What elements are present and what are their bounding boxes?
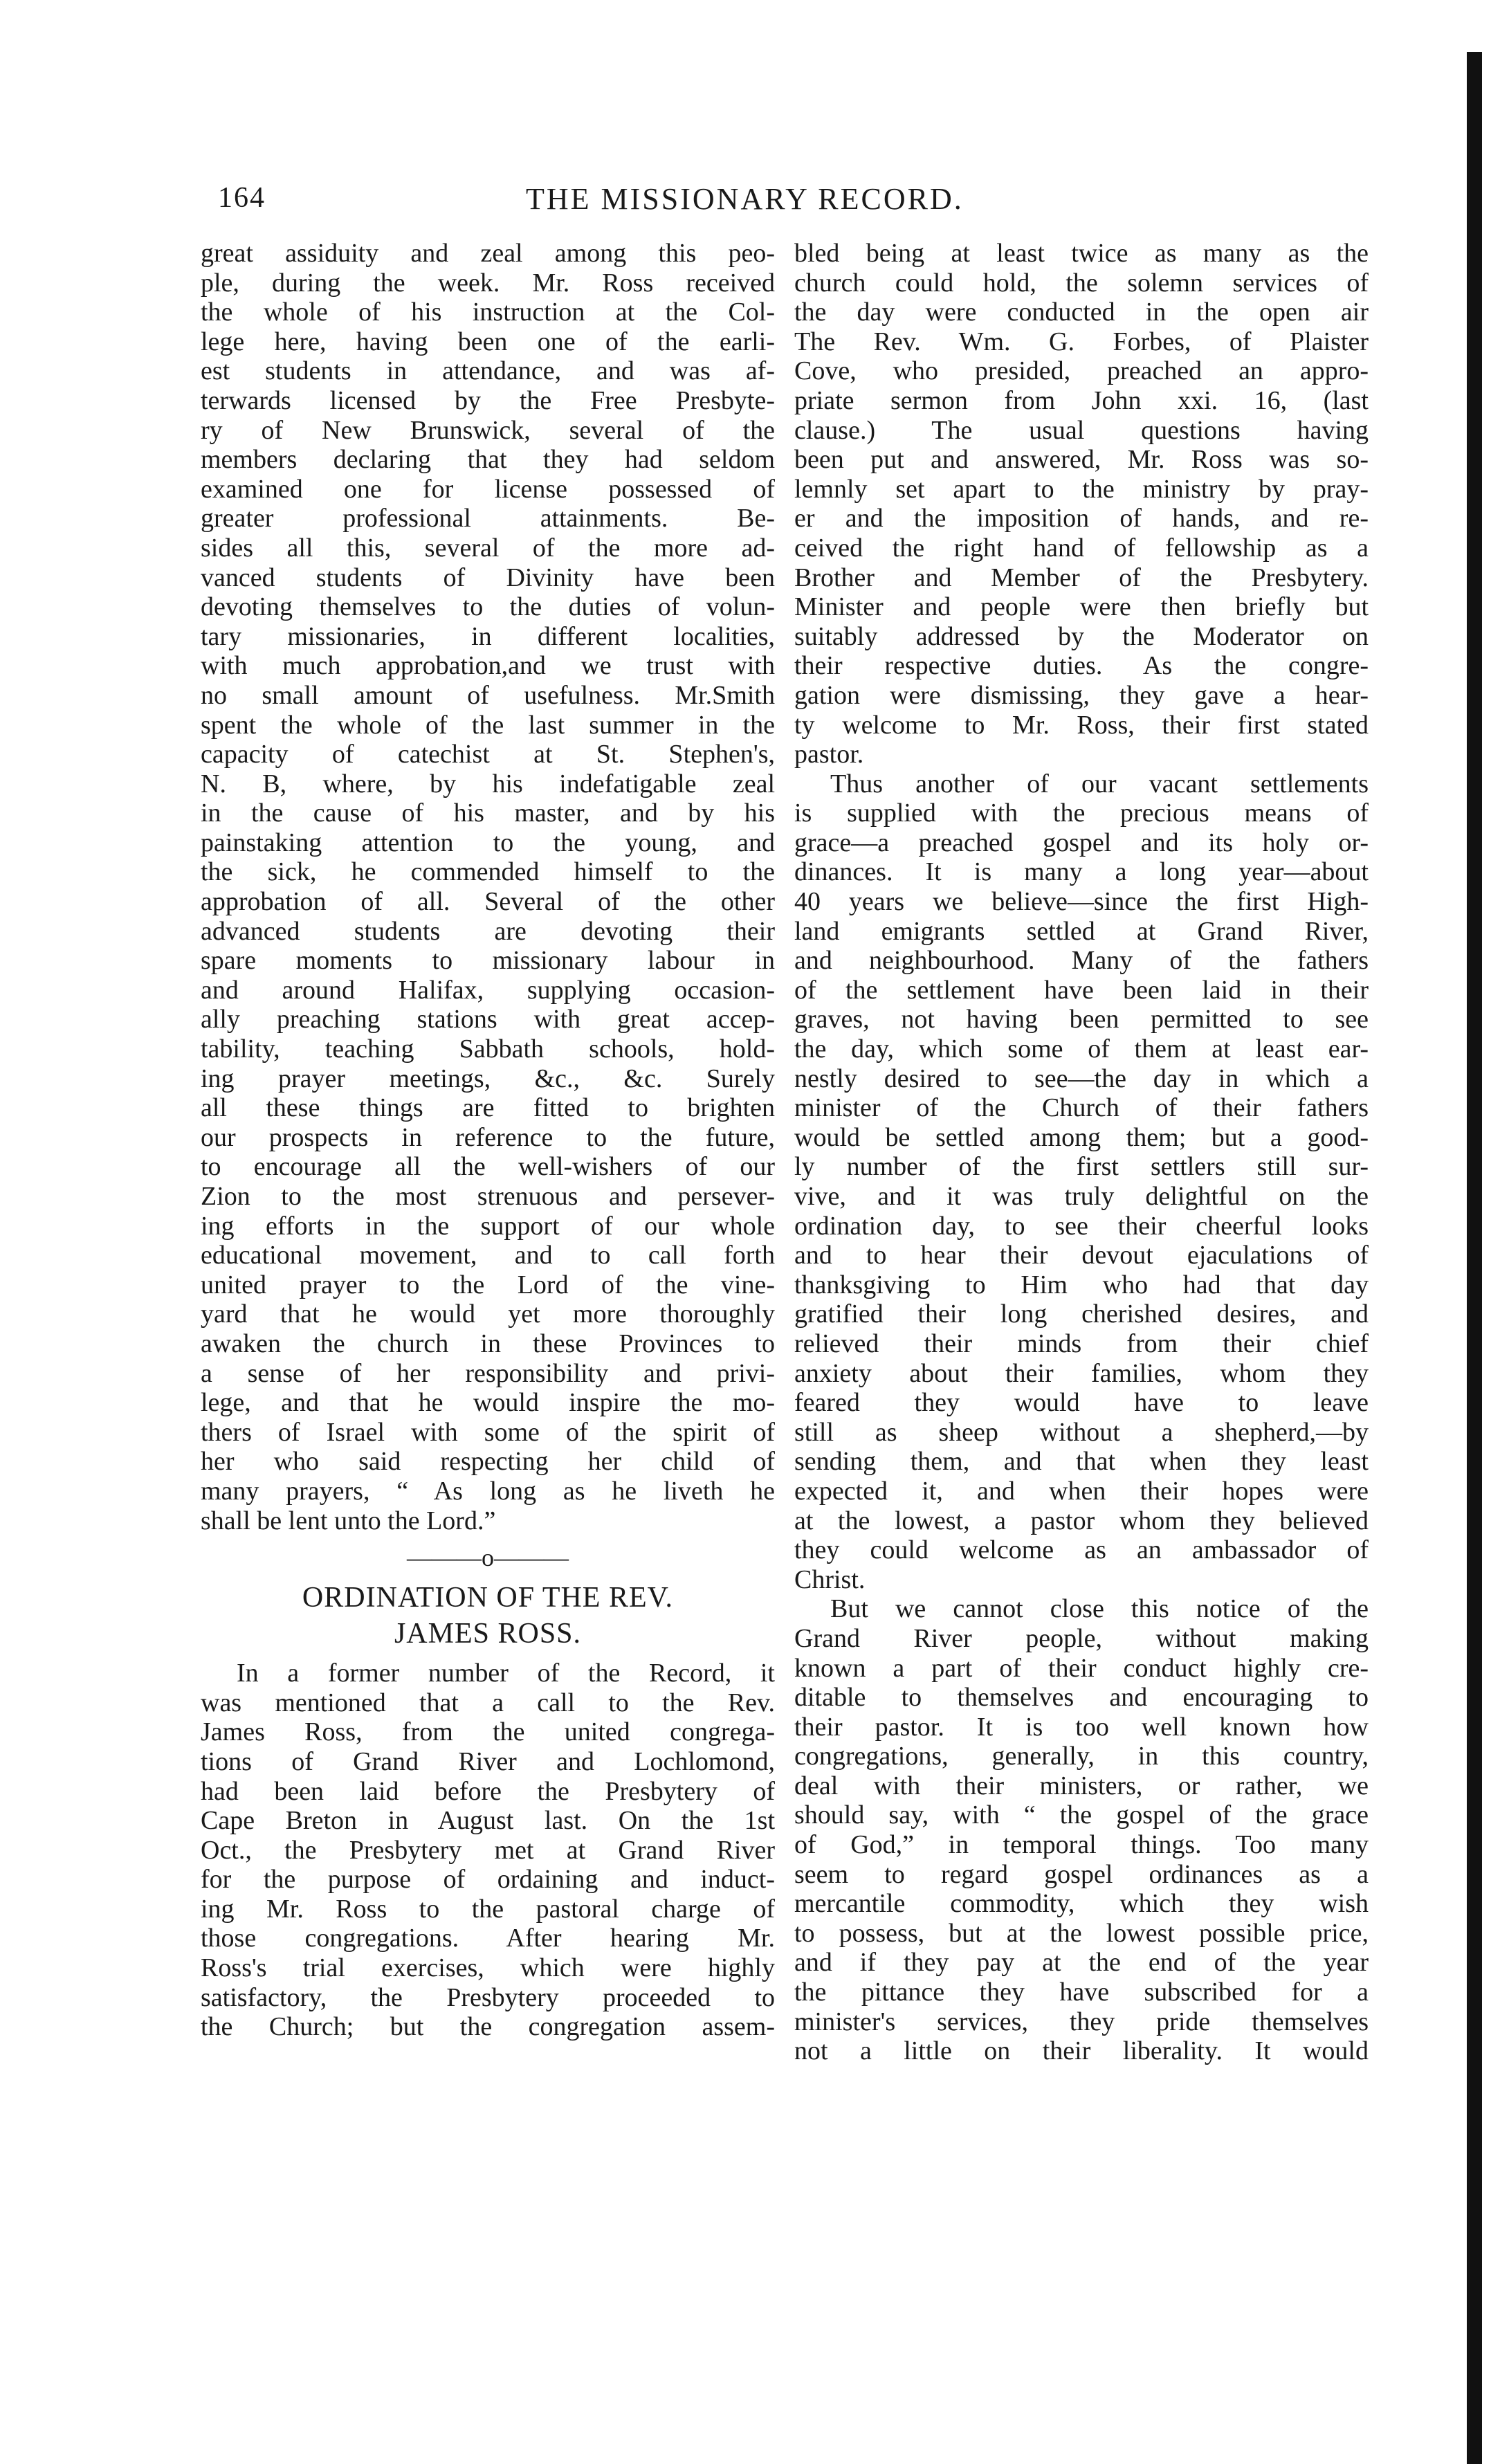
text-line: ing prayer meetings, &c., &c. Surely <box>201 1064 775 1093</box>
heading-gap <box>201 1652 775 1659</box>
paragraph-vacant-settlements <box>794 769 1369 1595</box>
paragraph-ordination-intro <box>201 1659 775 2042</box>
text-line: in the cause of his master, and by his <box>201 798 775 828</box>
text-line: the pittance they have subscribed for a <box>794 1978 1369 2007</box>
text-line: their pastor. It is too well known how <box>794 1712 1369 1742</box>
article-heading-line-1: ORDINATION OF THE REV. <box>302 1582 674 1614</box>
text-line: Cove, who presided, preached an appro- <box>794 356 1369 386</box>
text-line: ly number of the first settlers still sur- <box>794 1152 1369 1182</box>
text-line: anxiety about their families, whom they <box>794 1358 1369 1388</box>
text-line: spare moments to missionary labour in <box>201 946 775 976</box>
text-line: lege, and that he would inspire the mo- <box>201 1388 775 1418</box>
text-line: of God,” in temporal things. Too many <box>794 1830 1369 1860</box>
text-line: ceived the right hand of fellowship as a <box>794 533 1369 563</box>
text-line: yard that he would yet more thoroughly <box>201 1299 775 1329</box>
text-line: their respective duties. As the congre- <box>794 651 1369 681</box>
running-title: THE MISSIONARY RECORD. <box>526 182 964 216</box>
text-line: Minister and people were then briefly but <box>794 592 1369 622</box>
text-line: pastor. <box>794 740 864 769</box>
left-column <box>201 239 775 2042</box>
text-line: tary missionaries, in different localities, <box>201 621 775 651</box>
text-line: awaken the church in these Provinces to <box>201 1329 775 1358</box>
text-line: the day, which some of them at least ear- <box>794 1034 1369 1064</box>
text-line: Grand River people, without making <box>794 1623 1369 1653</box>
text-line: still as sheep without a shepherd,—by <box>794 1417 1369 1447</box>
text-line: mercantile commodity, which they wish <box>794 1889 1369 1919</box>
text-line: feared they would have to leave <box>794 1388 1369 1418</box>
text-line: relieved their minds from their chief <box>794 1329 1369 1358</box>
text-line: advanced students are devoting their <box>201 916 775 946</box>
text-line: ple, during the week. Mr. Ross received <box>201 268 775 298</box>
text-line: and neighbourhood. Many of the fathers <box>794 946 1369 976</box>
text-line: tions of Grand River and Lochlomond, <box>201 1746 775 1776</box>
text-line: graves, not having been permitted to see <box>794 1005 1369 1034</box>
paragraph-ordination-service <box>794 239 1369 769</box>
text-line: the whole of his instruction at the Col- <box>201 298 775 327</box>
text-line: would be settled among them; but a good- <box>794 1122 1369 1152</box>
text-line: they could welcome as an ambassador of <box>794 1535 1369 1565</box>
text-line: tability, teaching Sabbath schools, hold- <box>201 1034 775 1064</box>
text-line: est students in attendance, and was af- <box>201 356 775 386</box>
text-line: In a former number of the Record, it <box>237 1659 775 1688</box>
text-line: vanced students of Divinity have been <box>201 563 775 592</box>
text-line: priate sermon from John xxi. 16, (last <box>794 385 1369 415</box>
text-line: er and the imposition of hands, and re- <box>794 504 1369 533</box>
paragraph-missionary-students <box>201 239 775 1535</box>
text-line: suitably addressed by the Moderator on <box>794 621 1369 651</box>
text-line: spent the whole of the last summer in the <box>201 710 775 740</box>
text-line: and to hear their devout ejaculations of <box>794 1241 1369 1270</box>
text-line: Ross's trial exercises, which were highly <box>201 1953 775 1983</box>
text-line: painstaking attention to the young, and <box>201 828 775 857</box>
text-line: Brother and Member of the Presbytery. <box>794 563 1369 592</box>
text-line: Thus another of our vacant settlements <box>830 769 1369 798</box>
text-line: no small amount of usefulness. Mr.Smith <box>201 680 775 710</box>
text-line: a sense of her responsibility and privi- <box>201 1358 775 1388</box>
text-line: seem to regard gospel ordinances as a <box>794 1859 1369 1889</box>
text-line: ally preaching stations with great accep- <box>201 1005 775 1034</box>
text-line: nestly desired to see—the day in which a <box>794 1064 1369 1093</box>
text-line: gratified their long cherished desires, and <box>794 1299 1369 1329</box>
text-line: should say, with “ the gospel of the grace <box>794 1800 1369 1830</box>
text-line: of the settlement have been laid in their <box>794 975 1369 1005</box>
text-line: not a little on their liberality. It would <box>794 2036 1369 2066</box>
section-separator: ———o——— <box>407 1544 569 1572</box>
text-line: But we cannot close this notice of the <box>830 1594 1369 1624</box>
page-header <box>218 181 1373 226</box>
text-line: the sick, he commended himself to the <box>201 857 775 887</box>
text-line: known a part of their conduct highly cre- <box>794 1653 1369 1683</box>
text-line: lege here, having been one of the earli- <box>201 327 775 356</box>
text-line: clause.) The usual questions having <box>794 415 1369 445</box>
text-line: approbation of all. Several of the other <box>201 887 775 917</box>
text-line: greater professional attainments. Be- <box>201 504 775 533</box>
scan-edge-bar <box>1467 52 1482 2464</box>
text-line: terwards licensed by the Free Presbyte- <box>201 385 775 415</box>
text-line: with much approbation,and we trust with <box>201 651 775 681</box>
text-line: all these things are fitted to brighten <box>201 1093 775 1123</box>
text-line: ditable to themselves and encouraging to <box>794 1683 1369 1713</box>
text-line: James Ross, from the united congrega- <box>201 1717 775 1747</box>
text-line: thanksgiving to Him who had that day <box>794 1270 1369 1299</box>
text-line: ordination day, to see their cheerful looks <box>794 1211 1369 1241</box>
text-line: land emigrants settled at Grand River, <box>794 916 1369 946</box>
text-line: satisfactory, the Presbytery proceeded to <box>201 1982 775 2012</box>
text-line: is supplied with the precious means of <box>794 798 1369 828</box>
paragraph-grand-river-conduct <box>794 1594 1369 2066</box>
text-line: vive, and it was truly delightful on the <box>794 1182 1369 1211</box>
text-line: minister of the Church of their fathers <box>794 1093 1369 1123</box>
text-line: lemnly set apart to the ministry by pray- <box>794 474 1369 504</box>
text-line: those congregations. After hearing Mr. <box>201 1924 775 1953</box>
text-line: ty welcome to Mr. Ross, their first stated <box>794 710 1369 740</box>
text-line: to encourage all the well-wishers of our <box>201 1152 775 1182</box>
text-line: 40 years we believe—since the first High- <box>794 887 1369 917</box>
text-line: gation were dismissing, they gave a hear- <box>794 680 1369 710</box>
text-line: sending them, and that when they least <box>794 1447 1369 1477</box>
text-line: N. B, where, by his indefatigable zeal <box>201 769 775 798</box>
text-line: to possess, but at the lowest possible price, <box>794 1918 1369 1948</box>
text-line: capacity of catechist at St. Stephen's, <box>201 740 775 769</box>
text-line: Cape Breton in August last. On the 1st <box>201 1806 775 1836</box>
text-line: members declaring that they had seldom <box>201 445 775 475</box>
text-line: deal with their ministers, or rather, we <box>794 1771 1369 1800</box>
page-number: 164 <box>218 182 266 214</box>
text-line: ing efforts in the support of our whole <box>201 1211 775 1241</box>
text-line: church could hold, the solemn services of <box>794 268 1369 298</box>
text-line: the day were conducted in the open air <box>794 298 1369 327</box>
text-line: expected it, and when their hopes were <box>794 1476 1369 1506</box>
text-line: congregations, generally, in this country, <box>794 1742 1369 1771</box>
text-line: minister's services, they pride themselves <box>794 2007 1369 2036</box>
text-line: examined one for license possessed of <box>201 474 775 504</box>
text-line: educational movement, and to call forth <box>201 1241 775 1270</box>
text-line: thers of Israel with some of the spirit of <box>201 1417 775 1447</box>
text-line: had been laid before the Presbytery of <box>201 1776 775 1806</box>
text-line: was mentioned that a call to the Rev. <box>201 1688 775 1717</box>
text-line: dinances. It is many a long year—about <box>794 857 1369 887</box>
text-line: The Rev. Wm. G. Forbes, of Plaister <box>794 327 1369 356</box>
text-line: and around Halifax, supplying occasion- <box>201 975 775 1005</box>
text-line: the Church; but the congregation assem- <box>201 2012 775 2042</box>
text-line: ing Mr. Ross to the pastoral charge of <box>201 1894 775 1924</box>
text-line: our prospects in reference to the future, <box>201 1122 775 1152</box>
text-line: been put and answered, Mr. Ross was so- <box>794 445 1369 475</box>
text-line: bled being at least twice as many as the <box>794 239 1369 268</box>
text-line: and if they pay at the end of the year <box>794 1948 1369 1978</box>
text-line: sides all this, several of the more ad- <box>201 533 775 563</box>
text-line: united prayer to the Lord of the vine- <box>201 1270 775 1299</box>
text-line: Christ. <box>794 1564 866 1594</box>
article-heading-line-2: JAMES ROSS. <box>394 1618 582 1650</box>
text-line: grace—a preached gospel and its holy or- <box>794 828 1369 857</box>
text-line: her who said respecting her child of <box>201 1447 775 1477</box>
text-line: for the purpose of ordaining and induct- <box>201 1865 775 1895</box>
text-line: Oct., the Presbytery met at Grand River <box>201 1835 775 1865</box>
text-line: Zion to the most strenuous and persever- <box>201 1182 775 1211</box>
text-line: shall be lent unto the Lord.” <box>201 1506 496 1535</box>
right-column <box>794 239 1369 2066</box>
text-line: many prayers, “ As long as he liveth he <box>201 1476 775 1506</box>
text-line: great assiduity and zeal among this peo- <box>201 239 775 268</box>
text-line: at the lowest, a pastor whom they believed <box>794 1506 1369 1535</box>
text-line: devoting themselves to the duties of volun- <box>201 592 775 622</box>
text-line: ry of New Brunswick, several of the <box>201 415 775 445</box>
